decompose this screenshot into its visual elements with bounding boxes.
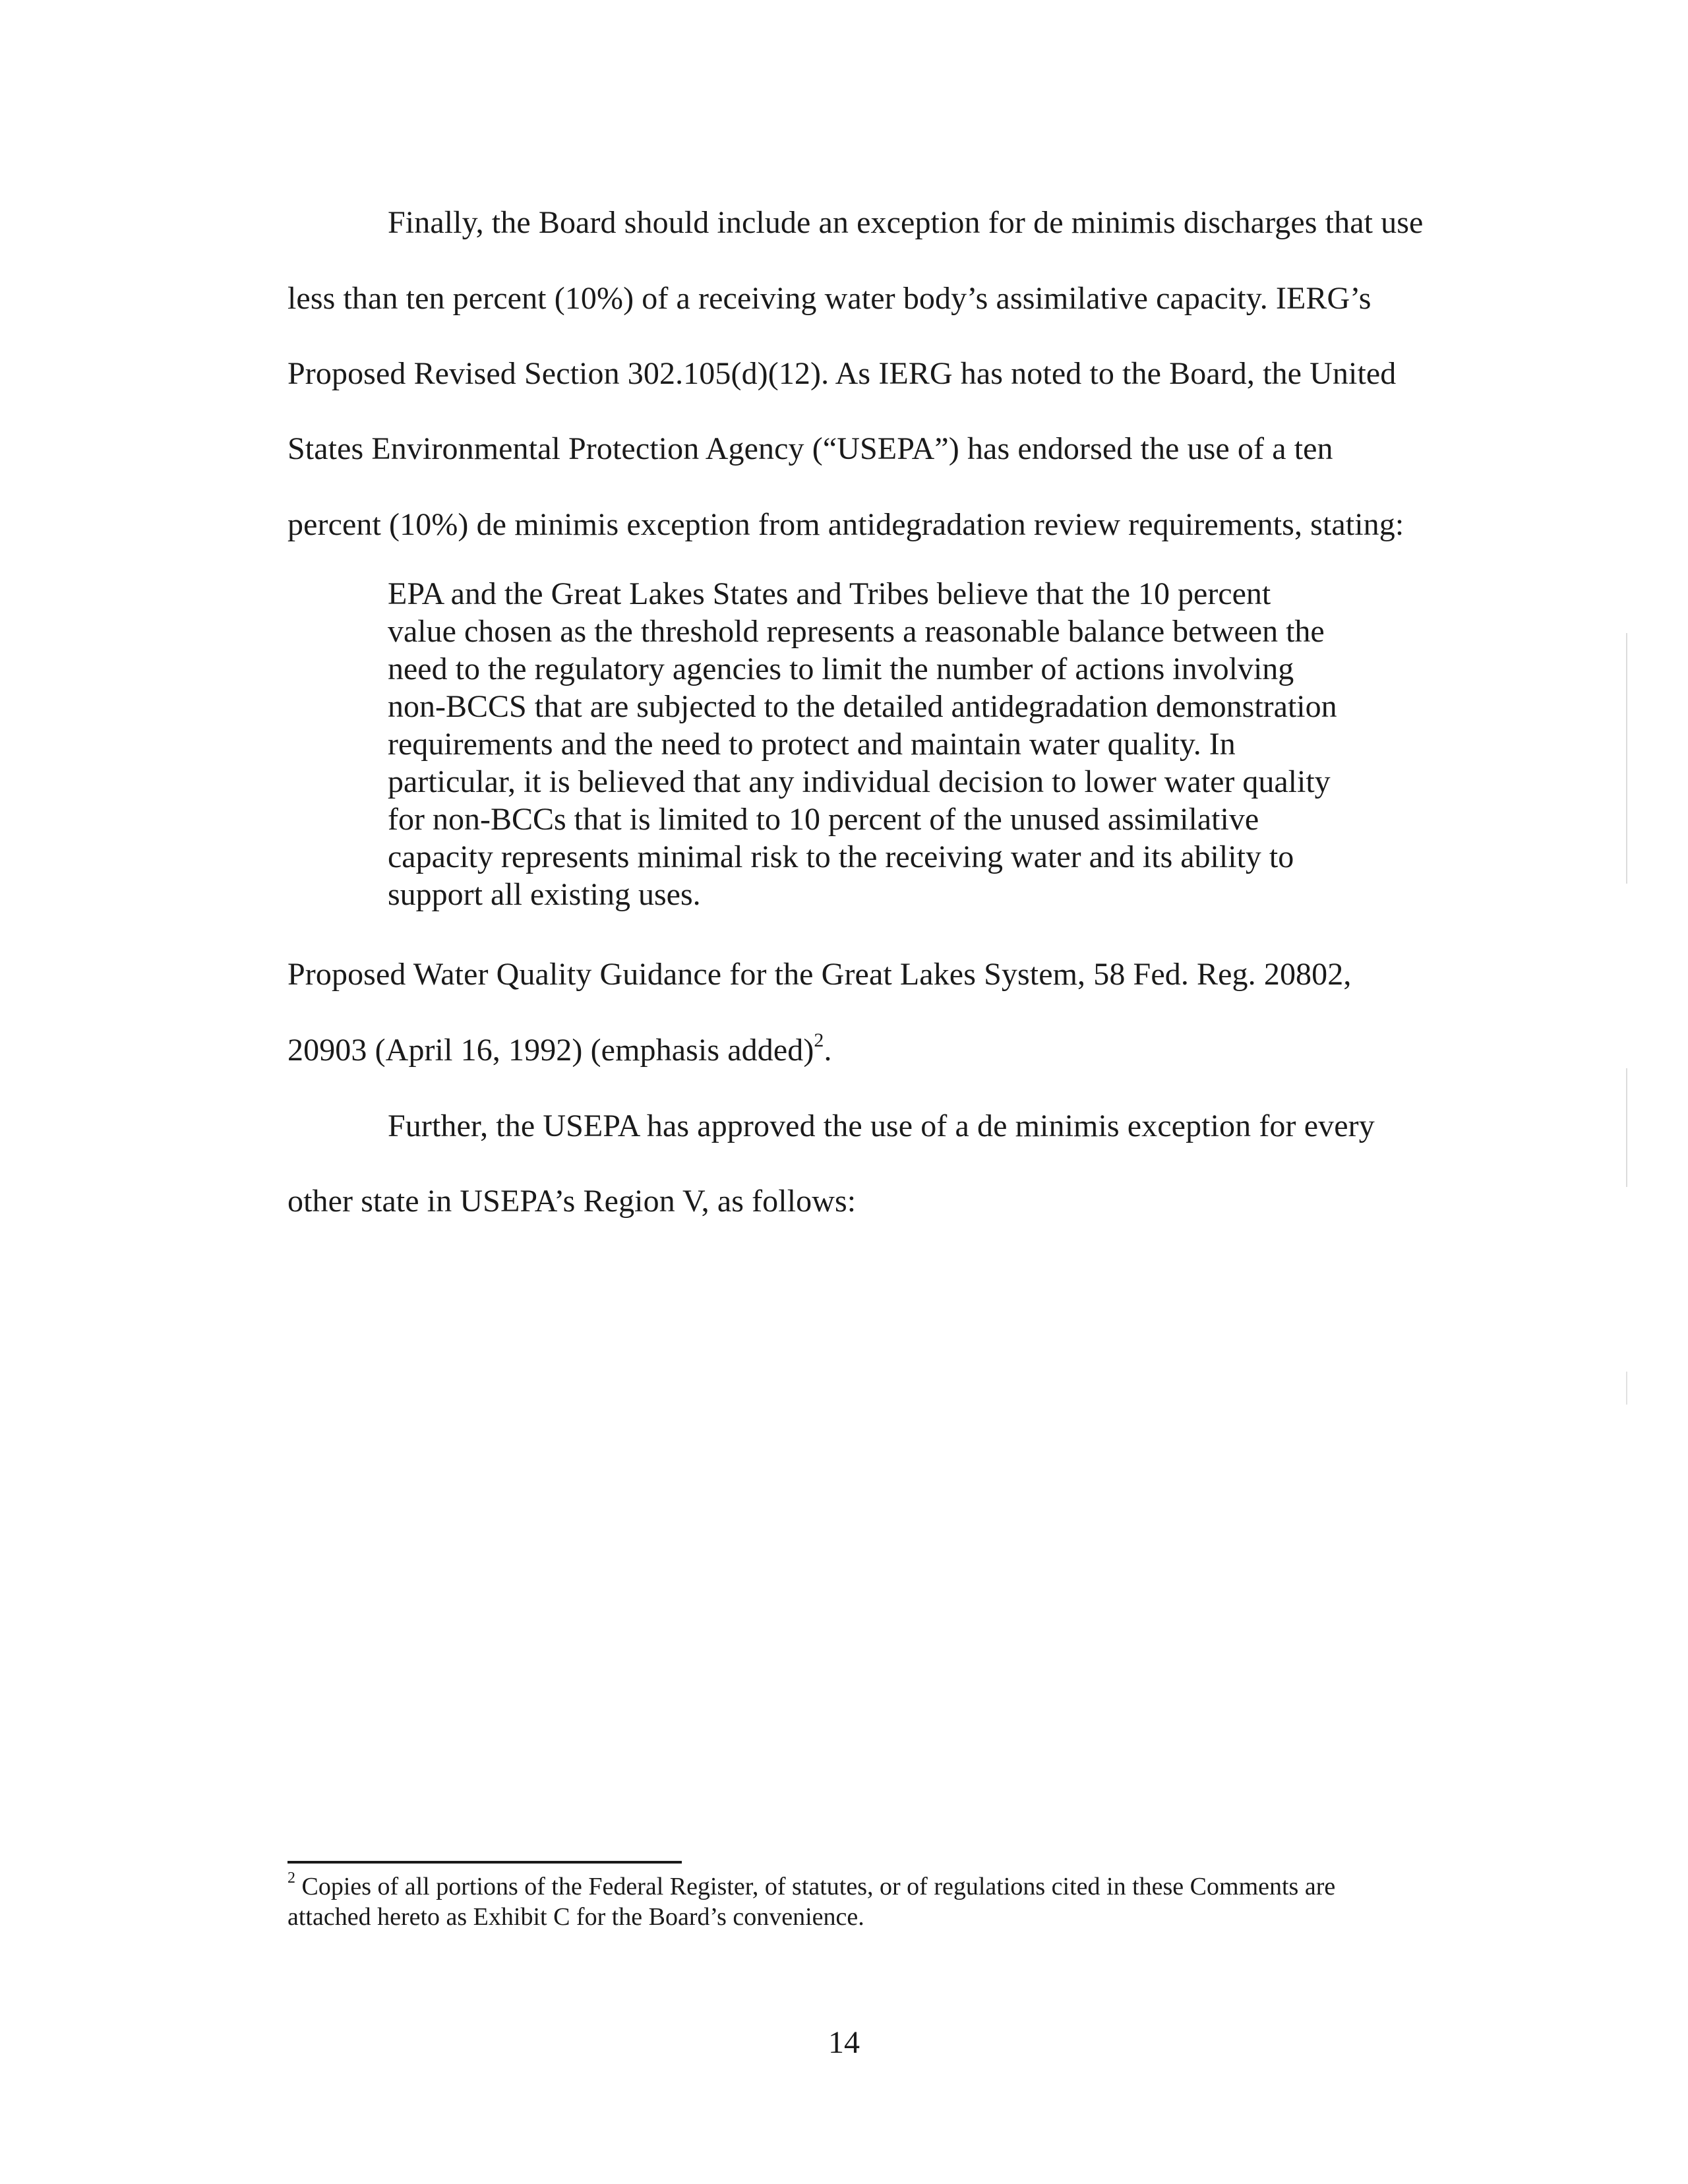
block-quote [388,575,1397,913]
block-quote-line: value chosen as the threshold represents a reasonable balance between the [388,614,1325,649]
footnote-divider [287,1861,682,1864]
block-quote-line: EPA and the Great Lakes States and Tribes believe that the 10 percent [388,576,1271,611]
block-quote-line: for non-BCCs that is limited to 10 percent of the unused assimilative [388,802,1259,837]
block-quote-line: need to the regulatory agencies to limit the number of actions involving [388,652,1294,686]
footnote-line-1 [287,1871,1448,1902]
paragraph-1-line-4: States Environmental Protection Agency (“USEPA”) has endorsed the use of a ten [287,431,1333,466]
scan-artifact [1626,1068,1627,1187]
page-number: 14 [828,2025,860,2060]
footnote-marker: 2 [287,1869,295,1887]
scan-artifact [1626,1372,1627,1405]
block-quote-line: non-BCCS that are subjected to the detailed antidegradation demonstration [388,689,1337,724]
paragraph-1-line-5: percent (10%) de minimis exception from antidegradation review requirements, stating: [287,507,1404,542]
footnote [287,1871,1448,1932]
paragraph-1-line-1: Finally, the Board should include an exception for de minimis discharges that use [388,205,1424,240]
paragraph-1-line-2: less than ten percent (10%) of a receiving water body’s assimilative capacity. IERG’s [287,281,1372,316]
citation-line-2 [287,1031,832,1070]
citation-text: 20903 (April 16, 1992) (emphasis added) [287,1033,814,1068]
paragraph-2-line-2: other state in USEPA’s Region V, as follows: [287,1184,857,1219]
scan-artifact [1626,633,1627,884]
block-quote-line: capacity represents minimal risk to the receiving water and its ability to [388,839,1294,874]
paragraph-2-line-1: Further, the USEPA has approved the use of a de minimis exception for every [388,1108,1375,1143]
paragraph-1-line-3: Proposed Revised Section 302.105(d)(12). As IERG has noted to the Board, the United [287,356,1397,391]
footnote-text-1: Copies of all portions of the Federal Register, of statutes, or of regulations cited in these Comments are [295,1873,1336,1900]
citation-period: . [824,1033,832,1068]
citation-line-1: Proposed Water Quality Guidance for the Great Lakes System, 58 Fed. Reg. 20802, [287,957,1352,992]
footnote-reference[interactable]: 2 [814,1029,824,1051]
block-quote-line: requirements and the need to protect and maintain water quality. In [388,727,1236,762]
block-quote-line: particular, it is believed that any individual decision to lower water quality [388,764,1331,799]
footnote-line-2: attached hereto as Exhibit C for the Board’s convenience. [287,1903,864,1931]
block-quote-line: support all existing uses. [388,877,701,912]
